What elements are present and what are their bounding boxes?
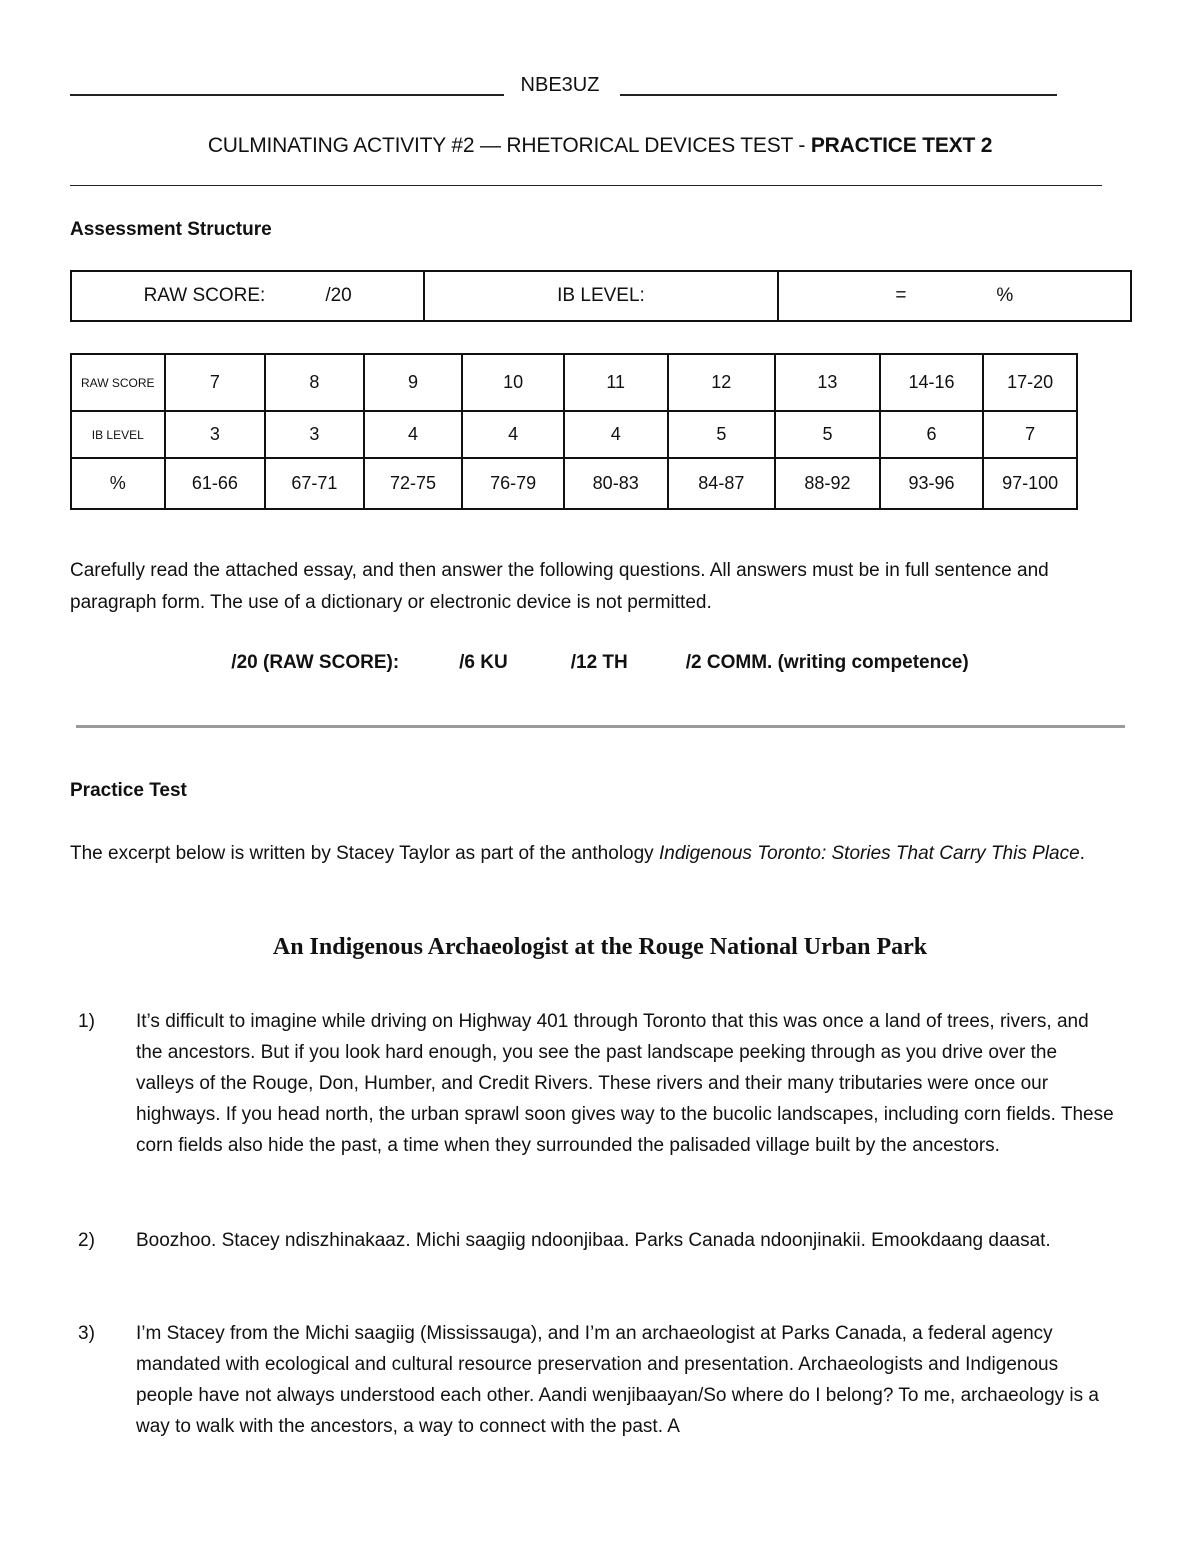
table-cell: 67-71 xyxy=(265,458,364,509)
table-cell: 7 xyxy=(165,354,266,411)
intro-end: . xyxy=(1079,843,1085,864)
instructions-text: Carefully read the attached essay, and then answer the following questions. All answers must be in full sentence and paragraph form. The use of a dictionary or electronic device is not permitted. xyxy=(70,560,1049,613)
course-code: NBE3UZ xyxy=(520,74,600,96)
essay-title: An Indigenous Archaeologist at the Rouge National Urban Park xyxy=(272,934,928,960)
marks-raw: /20 (RAW SCORE): xyxy=(231,652,400,673)
practice-intro xyxy=(70,838,1130,870)
essay-paragraph xyxy=(70,1318,1130,1442)
table-cell: 10 xyxy=(462,354,564,411)
table-cell: 6 xyxy=(880,411,984,458)
table-cell: 80-83 xyxy=(564,458,668,509)
ib-level-conversion-table xyxy=(70,353,1078,510)
table-cell: 72-75 xyxy=(364,458,463,509)
title-main: CULMINATING ACTIVITY #2 — RHETORICAL DEVICES TEST - xyxy=(207,134,811,157)
table-cell: 12 xyxy=(668,354,776,411)
score-summary-box xyxy=(70,270,1132,322)
raw-score-label: RAW SCORE: xyxy=(143,285,266,306)
header-rule-left xyxy=(70,94,504,96)
title-divider xyxy=(70,185,1102,186)
ib-level-label: IB LEVEL: xyxy=(557,285,645,306)
essay-paragraph xyxy=(70,1225,1130,1256)
marks-ku: /6 KU xyxy=(459,652,508,673)
paragraph-text: I’m Stacey from the Michi saagiig (Mississauga), and I’m an archaeologist at Parks Canada, a federal agency mandated with ecological and cultural resource preservation and presentation. Archaeologists and Indigenous people have not always understood each other. Aandi wenjibaayan/So where do I belong? To me, archaeology is a way to walk with the ancestors, a way to connect with the past. A xyxy=(136,1323,1099,1437)
table-cell: 3 xyxy=(165,411,266,458)
table-cell: 9 xyxy=(364,354,463,411)
table-cell: 76-79 xyxy=(462,458,564,509)
percent-row xyxy=(71,458,1077,509)
paragraph-text: Boozhoo. Stacey ndiszhinakaaz. Michi saagiig ndoonjibaa. Parks Canada ndoonjinakii. Emookdaang daasat. xyxy=(136,1230,1051,1251)
paragraph-number: 1) xyxy=(78,1011,95,1032)
practice-heading: Practice Test xyxy=(70,780,187,801)
ib-level-row xyxy=(71,411,1077,458)
table-cell: 11 xyxy=(564,354,668,411)
table-cell: 5 xyxy=(775,411,880,458)
table-cell: 4 xyxy=(364,411,463,458)
percent-sign: % xyxy=(996,285,1014,306)
row-label: % xyxy=(71,458,165,509)
percent-cell xyxy=(779,272,1130,320)
table-cell: 17-20 xyxy=(983,354,1077,411)
table-cell: 3 xyxy=(265,411,364,458)
table-cell: 5 xyxy=(668,411,776,458)
table-cell: 97-100 xyxy=(983,458,1077,509)
section-divider xyxy=(76,725,1125,728)
table-cell: 7 xyxy=(983,411,1077,458)
table-cell: 84-87 xyxy=(668,458,776,509)
paragraph-number: 2) xyxy=(78,1230,95,1251)
table-cell: 4 xyxy=(462,411,564,458)
table-cell: 61-66 xyxy=(165,458,266,509)
table-cell: 4 xyxy=(564,411,668,458)
paragraph-number: 3) xyxy=(78,1323,95,1344)
paragraph-text: It’s difficult to imagine while driving on Highway 401 through Toronto that this was once a land of trees, rivers, and the ancestors. But if you look hard enough, you see the past landscape peeking through as you drive over the valleys of the Rouge, Don, Humber, and Credit Rivers. These rivers and their many tributaries were once our highways. If you head north, the urban sprawl soon gives way to the bucolic landscapes, including corn fields. These corn fields also hide the past, a time when they surrounded the palisaded village built by the ancestors. xyxy=(136,1011,1114,1156)
table-cell: 93-96 xyxy=(880,458,984,509)
anthology-title: Indigenous Toronto: Stories That Carry This Place xyxy=(658,843,1080,864)
raw-score-row xyxy=(71,354,1077,411)
essay-paragraph xyxy=(70,1006,1130,1161)
table-cell: 88-92 xyxy=(775,458,880,509)
marks-breakdown xyxy=(70,652,1130,674)
header-rule-right xyxy=(620,94,1057,96)
ib-level-cell xyxy=(425,272,778,320)
table-cell: 14-16 xyxy=(880,354,984,411)
marks-th: /12 TH xyxy=(570,652,628,673)
raw-score-total: /20 xyxy=(325,285,352,306)
marks-comm: /2 COMM. (writing competence) xyxy=(685,652,969,673)
row-label: IB LEVEL xyxy=(71,411,165,458)
row-label: RAW SCORE xyxy=(71,354,165,411)
equals-sign: = xyxy=(895,285,907,306)
intro-text: The excerpt below is written by Stacey Taylor as part of the anthology xyxy=(70,843,659,864)
document-title xyxy=(70,134,1130,158)
assessment-heading: Assessment Structure xyxy=(70,219,272,240)
title-bold: PRACTICE TEXT 2 xyxy=(810,134,993,157)
table-cell: 8 xyxy=(265,354,364,411)
table-cell: 13 xyxy=(775,354,880,411)
raw-score-cell xyxy=(72,272,425,320)
